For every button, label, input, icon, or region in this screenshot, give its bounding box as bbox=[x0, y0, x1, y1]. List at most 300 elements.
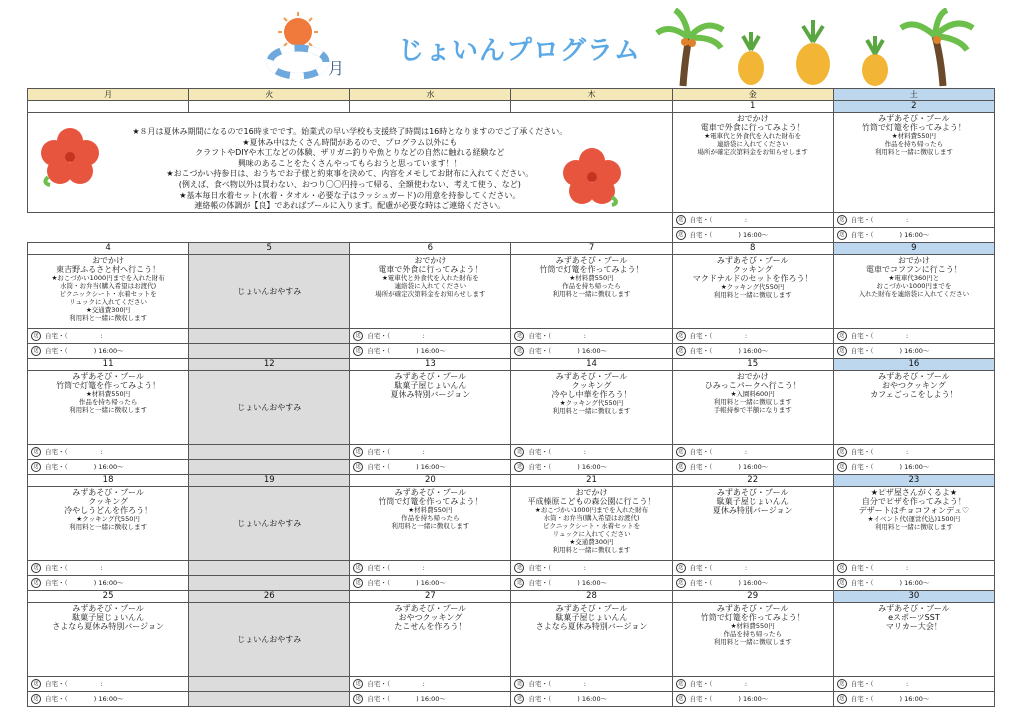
activity-line: ひみっこパークへ行こう！ bbox=[704, 380, 801, 390]
activity-line: 作品を持ち帰ったら bbox=[562, 281, 621, 290]
car-icon: 送 bbox=[676, 578, 686, 588]
pickup-slot bbox=[350, 328, 511, 343]
activity-line: 駄菓子屋じょいんん bbox=[72, 612, 145, 622]
day-content bbox=[511, 254, 672, 328]
activity-line: みずあそび・プール bbox=[555, 371, 628, 381]
car-icon: 送 bbox=[676, 230, 686, 240]
car-icon: 送 bbox=[31, 462, 41, 472]
day-content bbox=[350, 486, 511, 560]
car-icon: 送 bbox=[837, 447, 847, 457]
pickup-time-slot bbox=[511, 459, 672, 474]
day-number: 13 bbox=[350, 358, 511, 370]
car-icon: 送 bbox=[31, 679, 41, 689]
activity-line: ★材料費550円 bbox=[408, 505, 453, 514]
activity-line: みずあそび・プール bbox=[394, 603, 467, 613]
activity-line: ★イベント代(運営代込)1500円 bbox=[867, 514, 961, 523]
activity-line: おでかけ bbox=[575, 487, 608, 497]
home-label: 自宅・（ bbox=[528, 331, 552, 340]
car-icon: 送 bbox=[31, 694, 41, 704]
close-paren: ) bbox=[577, 694, 580, 703]
day-content bbox=[672, 254, 833, 328]
time-colon: : bbox=[583, 563, 586, 572]
day-number: 19 bbox=[189, 474, 350, 486]
pickup-slot bbox=[672, 560, 833, 575]
day-number: 4 bbox=[28, 242, 189, 254]
time-colon: : bbox=[100, 447, 103, 456]
activity-line: 利用料と一緒に徴収します bbox=[874, 522, 953, 531]
time-label: 16:00〜 bbox=[743, 462, 769, 471]
pickup-time-slot bbox=[672, 575, 833, 590]
home-label: 自宅・（ bbox=[528, 679, 552, 688]
day-number: 8 bbox=[672, 242, 833, 254]
time-label: 16:00〜 bbox=[98, 462, 124, 471]
activity-line: 場所が確定次第料金をお知らせします bbox=[375, 289, 486, 298]
close-paren: ) bbox=[577, 346, 580, 355]
car-icon: 送 bbox=[514, 462, 524, 472]
pickup-slot bbox=[672, 676, 833, 691]
activity-line: 竹筒で灯篭を作ってみよう！ bbox=[56, 380, 161, 390]
time-label: 16:00〜 bbox=[743, 578, 769, 587]
activity-line: リュックに入れてください bbox=[69, 297, 147, 306]
time-colon: : bbox=[422, 679, 425, 688]
week1-pickup-row bbox=[28, 212, 995, 227]
pickup-slot: 送 自宅・（ : bbox=[672, 212, 833, 227]
week-content-row bbox=[28, 254, 995, 328]
activity-line: おでかけ bbox=[897, 255, 930, 265]
notice-cell bbox=[28, 113, 673, 213]
home-label: 自宅・（ bbox=[45, 331, 68, 340]
day-number: 27 bbox=[350, 590, 511, 602]
day-number: 21 bbox=[511, 474, 672, 486]
pickup-slot bbox=[350, 444, 511, 459]
pickup-slot bbox=[672, 444, 833, 459]
time-colon: : bbox=[906, 331, 909, 340]
week-number-row bbox=[28, 590, 995, 602]
close-paren: ) bbox=[93, 462, 97, 471]
notice-line: ★おこづかい持参日は、おうちでお子様と約束事を決めて、内容をメモしてお財布に入れてください。 bbox=[166, 169, 534, 179]
activity-line: クッキング bbox=[571, 380, 612, 390]
day-number: 5 bbox=[189, 242, 350, 254]
pickup-slot bbox=[350, 676, 511, 691]
holiday-cell bbox=[189, 486, 350, 560]
close-paren: ) bbox=[738, 578, 741, 587]
pickup-slot bbox=[833, 444, 994, 459]
day-content bbox=[28, 254, 189, 328]
day-number: 9 bbox=[833, 242, 994, 254]
day-number: 26 bbox=[189, 590, 350, 602]
home-label: 自宅・（ bbox=[850, 346, 874, 355]
week1-time-row bbox=[28, 227, 995, 242]
week-time-row bbox=[28, 691, 995, 706]
home-label: 自宅・（ bbox=[850, 563, 874, 572]
activity-line: ★おこづかい1000円までを入れた財布 bbox=[51, 273, 165, 282]
home-label: 自宅・（ bbox=[528, 563, 552, 572]
day-content: おでかけ 電車で外食に行ってみよう！ ★電車代と外食代を入れた財布を 連絡袋に入れてください 場所が確定次第料金をお知らせします bbox=[672, 113, 833, 213]
close-paren: ) bbox=[577, 462, 580, 471]
close-paren: ) bbox=[93, 346, 97, 355]
activity-line: 電車で外食に行ってみよう！ bbox=[378, 264, 483, 274]
holiday-cell bbox=[189, 602, 350, 676]
close-paren: ) bbox=[738, 346, 741, 355]
pickup-slot bbox=[350, 560, 511, 575]
time-label: 16:00〜 bbox=[581, 462, 608, 471]
holiday-slot bbox=[189, 328, 350, 343]
week-time-row bbox=[28, 575, 995, 590]
activity-line: みずあそび・プール bbox=[878, 371, 950, 381]
time-colon: : bbox=[906, 563, 909, 572]
day-content bbox=[28, 370, 189, 444]
notice-line: (例えば、食べ物以外は買わない、おつり〇〇円持って帰る、全額使わない、考えて使う、など) bbox=[178, 179, 521, 189]
week-content-row bbox=[28, 370, 995, 444]
pickup-time-slot bbox=[511, 343, 672, 358]
day-number: 15 bbox=[672, 358, 833, 370]
activity-line: 利用料と一緒に徴収します bbox=[69, 313, 148, 322]
home-label: 自宅・（ bbox=[367, 331, 391, 340]
activity-line: 駄菓子屋じょいんん bbox=[555, 612, 628, 622]
car-icon: 送 bbox=[837, 462, 847, 472]
holiday-label: じょいんおやすみ bbox=[237, 286, 302, 296]
activity-line: 連絡袋に入れてください bbox=[394, 281, 467, 290]
activity-line: おでかけ bbox=[92, 255, 125, 265]
day-number: 20 bbox=[350, 474, 511, 486]
car-icon: 送 bbox=[837, 694, 847, 704]
activity-line: 利用料と一緒に徴収します bbox=[69, 522, 148, 531]
close-paren: ) bbox=[577, 578, 580, 587]
activity-line: ★交通費300円 bbox=[85, 305, 131, 314]
day-content: みずあそび・プール 竹筒で灯篭を作ってみよう！ ★材料費550円 作品を持ち帰ったら 利用料と一緒に徴収します bbox=[833, 113, 994, 213]
car-icon: 送 bbox=[31, 563, 41, 573]
activity-line: ★クッキング代550円 bbox=[76, 514, 140, 523]
day-number: 12 bbox=[189, 358, 350, 370]
car-icon: 送 bbox=[837, 679, 847, 689]
day-number: 1 bbox=[672, 101, 833, 113]
pickup-slot bbox=[511, 328, 672, 343]
holiday-slot bbox=[189, 575, 350, 590]
car-icon: 送 bbox=[353, 331, 363, 341]
activity-line: ★電車代360円と bbox=[888, 273, 940, 282]
home-label: 自宅・（ bbox=[367, 462, 391, 471]
activity-line: 自分でピザを作ってみよう！ bbox=[861, 496, 966, 506]
activity-line: マクドナルドのセットを作ろう！ bbox=[692, 273, 813, 283]
car-icon: 送 bbox=[31, 447, 41, 457]
close-paren: ) bbox=[738, 694, 741, 703]
notice-line: クラフトやDIYや木工などの体験、ザリガニ釣りや魚とりなどの自然に触れる経験など bbox=[195, 148, 505, 158]
time-colon: : bbox=[583, 679, 586, 688]
activity-line: みずあそび・プール bbox=[716, 603, 789, 613]
car-icon: 送 bbox=[514, 563, 524, 573]
time-colon: : bbox=[744, 447, 748, 456]
car-icon: 送 bbox=[676, 331, 686, 341]
week-number-row bbox=[28, 242, 995, 254]
activity-line: おやつクッキング bbox=[398, 612, 463, 622]
activity-line: 東吉野ふるさと村へ行こう！ bbox=[56, 264, 161, 274]
activity-line: 水筒・お弁当(購入希望はお渡代) bbox=[543, 513, 640, 522]
close-paren: ) bbox=[93, 578, 97, 587]
home-label: 自宅・（ bbox=[850, 578, 874, 587]
time-label: 16:00〜 bbox=[98, 694, 124, 703]
pickup-time-slot bbox=[511, 575, 672, 590]
home-label: 自宅・（ bbox=[45, 694, 68, 703]
week-time-row bbox=[28, 459, 995, 474]
activity-line: デザートはチョコフォンデュ♡ bbox=[858, 505, 970, 515]
holiday-slot bbox=[189, 560, 350, 575]
home-label: 自宅・（ bbox=[850, 679, 874, 688]
pickup-time-slot: 送 自宅・（ ) 16:00〜 bbox=[672, 227, 833, 242]
close-paren: ) bbox=[899, 578, 903, 587]
day-content bbox=[672, 602, 833, 676]
pickup-time-slot bbox=[350, 691, 511, 706]
activity-line: さよなら夏休み特別バージョン bbox=[52, 621, 164, 631]
hibiscus-decoration bbox=[40, 127, 100, 187]
home-label: 自宅・（ bbox=[689, 578, 713, 587]
day-content bbox=[833, 370, 994, 444]
activity-line: ★クッキング代550円 bbox=[720, 282, 785, 291]
activity-line: おでかけ bbox=[736, 371, 769, 381]
close-paren: ) bbox=[416, 694, 419, 703]
activity-line: ★おこづかい1000円までを入れた財布 bbox=[534, 505, 649, 514]
home-label: 自宅・（ bbox=[367, 447, 391, 456]
home-label: 自宅・（ bbox=[45, 447, 68, 456]
activity-line: マリカー大会！ bbox=[885, 621, 942, 631]
activity-line: みずあそび・プール bbox=[72, 371, 144, 381]
pickup-slot bbox=[28, 444, 189, 459]
weekday-tue: 火 bbox=[189, 89, 350, 101]
car-icon: 送 bbox=[514, 447, 524, 457]
time-label: 16:00〜 bbox=[420, 462, 446, 471]
day-content bbox=[511, 602, 672, 676]
home-label: 自宅・（ bbox=[850, 694, 874, 703]
pickup-slot bbox=[28, 560, 189, 575]
car-icon: 送 bbox=[31, 331, 41, 341]
activity-line: みずあそび・プール bbox=[878, 603, 950, 613]
car-icon: 送 bbox=[676, 563, 686, 573]
day-content bbox=[350, 254, 511, 328]
activity-line: 利用料と一緒に徴収します bbox=[713, 397, 792, 406]
day-number: 6 bbox=[350, 242, 511, 254]
pickup-time-slot bbox=[833, 343, 994, 358]
notice-line: ★夏休み中はたくさん時間があるので、プログラム以外にも bbox=[242, 137, 458, 147]
pickup-slot bbox=[833, 560, 994, 575]
home-label: 自宅・（ bbox=[850, 462, 874, 471]
activity-line: ★クッキング代550円 bbox=[559, 398, 624, 407]
week-pickup-row bbox=[28, 676, 995, 691]
activity-line: eスポーツSST bbox=[888, 612, 940, 622]
home-label: 自宅・（ bbox=[45, 679, 68, 688]
notice-line: 興味のあることをたくさんやってもらおうと思っています！！ bbox=[237, 158, 462, 168]
activity-line: 利用料と一緒に徴収します bbox=[713, 290, 792, 299]
activity-line: 利用料と一緒に徴収します bbox=[69, 405, 148, 414]
pickup-time-slot bbox=[28, 343, 189, 358]
car-icon: 送 bbox=[676, 679, 686, 689]
home-label: 自宅・（ bbox=[689, 331, 713, 340]
weekday-sat: 土 bbox=[833, 89, 994, 101]
car-icon: 送 bbox=[676, 447, 686, 457]
activity-line: ★交通費300円 bbox=[569, 537, 614, 546]
activity-line: みずあそび・プール bbox=[716, 255, 789, 265]
car-icon: 送 bbox=[514, 346, 524, 356]
time-label: 16:00〜 bbox=[581, 346, 608, 355]
day-number: 30 bbox=[833, 590, 994, 602]
day-number: 25 bbox=[28, 590, 189, 602]
day-content bbox=[511, 486, 672, 560]
notice-line: ★８月は夏休み期間になるので16時までです。始業式の早い学校も支援終了時間は16時となりますのでご了承ください。 bbox=[132, 127, 568, 136]
home-label: 自宅・（ bbox=[528, 578, 552, 587]
day-content bbox=[833, 486, 994, 560]
weekday-fri: 金 bbox=[672, 89, 833, 101]
holiday-slot bbox=[189, 459, 350, 474]
day-content bbox=[672, 370, 833, 444]
home-label: 自宅・（ bbox=[367, 578, 391, 587]
home-label: 自宅・（ bbox=[850, 447, 874, 456]
day-content bbox=[350, 370, 511, 444]
time-colon: : bbox=[744, 679, 748, 688]
activity-line: 駄菓子屋じょいんん bbox=[716, 496, 789, 506]
home-label: 自宅・（ bbox=[367, 346, 391, 355]
day-content bbox=[833, 602, 994, 676]
time-colon: : bbox=[906, 447, 909, 456]
home-label: 自宅・（ bbox=[689, 346, 713, 355]
home-label: 自宅・（ bbox=[45, 563, 68, 572]
activity-line: 竹筒で灯篭を作ってみよう！ bbox=[378, 496, 483, 506]
activity-line: おでかけ bbox=[414, 255, 447, 265]
activity-line: ★電車代と外食代を入れた財布を bbox=[381, 273, 479, 282]
home-label: 自宅・（ bbox=[45, 578, 68, 587]
car-icon: 送 bbox=[353, 563, 363, 573]
home-label: 自宅・（ bbox=[528, 462, 552, 471]
pickup-time-slot bbox=[350, 459, 511, 474]
pickup-time-slot bbox=[833, 459, 994, 474]
week-time-row bbox=[28, 343, 995, 358]
day-content bbox=[511, 370, 672, 444]
day-number: 23 bbox=[833, 474, 994, 486]
day-content bbox=[672, 486, 833, 560]
activity-line: 竹筒で灯篭を作ってみよう！ bbox=[539, 264, 644, 274]
time-label: 16:00〜 bbox=[904, 346, 930, 355]
car-icon: 送 bbox=[837, 331, 847, 341]
car-icon: 送 bbox=[353, 578, 363, 588]
car-icon: 送 bbox=[676, 694, 686, 704]
pickup-time-slot bbox=[833, 575, 994, 590]
car-icon: 送 bbox=[353, 679, 363, 689]
car-icon: 送 bbox=[31, 578, 41, 588]
time-colon: : bbox=[583, 447, 586, 456]
time-label: 16:00〜 bbox=[904, 462, 930, 471]
activity-line: みずあそび・プール bbox=[72, 603, 144, 613]
activity-line: たこせんを作ろう！ bbox=[394, 621, 467, 631]
car-icon: 送 bbox=[676, 215, 686, 225]
pickup-slot bbox=[511, 444, 672, 459]
week-pickup-row bbox=[28, 444, 995, 459]
holiday-slot bbox=[189, 691, 350, 706]
day-number: 18 bbox=[28, 474, 189, 486]
close-paren: ) bbox=[416, 346, 419, 355]
page-title: じょいんプログラム bbox=[398, 36, 641, 66]
time-label: 16:00〜 bbox=[904, 694, 930, 703]
sun-float-ring-decoration bbox=[262, 10, 357, 82]
time-colon: : bbox=[100, 679, 103, 688]
pickup-time-slot bbox=[672, 459, 833, 474]
week-content-row bbox=[28, 486, 995, 560]
holiday-slot bbox=[189, 444, 350, 459]
car-icon: 送 bbox=[353, 447, 363, 457]
time-colon: : bbox=[744, 563, 748, 572]
car-icon: 送 bbox=[31, 346, 41, 356]
time-label: 16:00〜 bbox=[581, 578, 608, 587]
day-content bbox=[350, 602, 511, 676]
day-number: 2 bbox=[833, 101, 994, 113]
pickup-time-slot bbox=[672, 691, 833, 706]
time-label: 16:00〜 bbox=[420, 346, 446, 355]
time-label: 16:00〜 bbox=[743, 346, 769, 355]
time-colon: : bbox=[422, 331, 425, 340]
day-number: 29 bbox=[672, 590, 833, 602]
car-icon: 送 bbox=[837, 215, 847, 225]
weeks-body bbox=[28, 242, 995, 706]
activity-line: 利用料と一緒に徴収します bbox=[391, 521, 470, 530]
activity-line: 手帳持参で半額になります bbox=[713, 405, 792, 414]
weekday-mon: 月 bbox=[28, 89, 189, 101]
home-label: 自宅・（ bbox=[528, 346, 552, 355]
pickup-slot bbox=[833, 328, 994, 343]
activity-line: 平成榛原こどもの森公園に行こう！ bbox=[527, 496, 656, 506]
activity-line: ピクニックシート・水着セットを bbox=[542, 521, 641, 530]
activity-line: 利用料と一緒に徴収します bbox=[552, 545, 631, 554]
pickup-time-slot bbox=[672, 343, 833, 358]
day-number: 7 bbox=[511, 242, 672, 254]
time-colon: : bbox=[422, 447, 425, 456]
pickup-time-slot: 送 自宅・（ ) 16:00〜 bbox=[833, 227, 994, 242]
activity-line: ★材料費550円 bbox=[730, 621, 775, 630]
home-label: 自宅・（ bbox=[367, 563, 391, 572]
car-icon: 送 bbox=[514, 331, 524, 341]
car-icon: 送 bbox=[514, 694, 524, 704]
holiday-slot bbox=[189, 343, 350, 358]
weekday-header-row bbox=[28, 89, 995, 101]
activity-line: 夏休み特別バージョン bbox=[712, 505, 793, 515]
activity-line: 利用料と一緒に徴収します bbox=[713, 637, 792, 646]
day-number: 16 bbox=[833, 358, 994, 370]
week1-content-row bbox=[28, 113, 995, 213]
page-header bbox=[0, 0, 1024, 88]
notice-line: 連絡帳の体調が【良】であればプールに入ります。配慮が必要な時はご連絡ください。 bbox=[194, 201, 506, 211]
activity-line: 夏休み特別バージョン bbox=[390, 389, 471, 399]
activity-line: クッキング bbox=[88, 496, 128, 506]
home-label: 自宅・（ bbox=[367, 679, 391, 688]
day-number: 14 bbox=[511, 358, 672, 370]
activity-line: みずあそび・プール bbox=[716, 487, 789, 497]
car-icon: 送 bbox=[837, 578, 847, 588]
car-icon: 送 bbox=[676, 462, 686, 472]
time-label: 16:00〜 bbox=[904, 578, 930, 587]
activity-line: おやつクッキング bbox=[882, 380, 946, 390]
notice-line: ★基本毎日水着セット(水着・タオル・必要な子はラッシュガード)の用意を持参してください。 bbox=[179, 190, 521, 200]
time-colon: : bbox=[906, 679, 909, 688]
activity-line: カフェごっこをしよう！ bbox=[870, 389, 958, 399]
activity-line: 利用料と一緒に徴収します bbox=[552, 406, 631, 415]
time-colon: : bbox=[422, 563, 425, 572]
activity-line: みずあそび・プール bbox=[394, 371, 467, 381]
calendar-table bbox=[27, 88, 995, 707]
time-label: 16:00〜 bbox=[743, 694, 769, 703]
week-content-row bbox=[28, 602, 995, 676]
activity-line: 冷やし中華を作ろう！ bbox=[551, 389, 632, 399]
time-label: 16:00〜 bbox=[420, 694, 446, 703]
pickup-time-slot bbox=[511, 691, 672, 706]
time-colon: : bbox=[583, 331, 586, 340]
pickup-time-slot bbox=[833, 691, 994, 706]
activity-line: 作品を持ち帰ったら bbox=[723, 629, 782, 638]
activity-line: おこづかい1000円までを bbox=[876, 281, 952, 290]
